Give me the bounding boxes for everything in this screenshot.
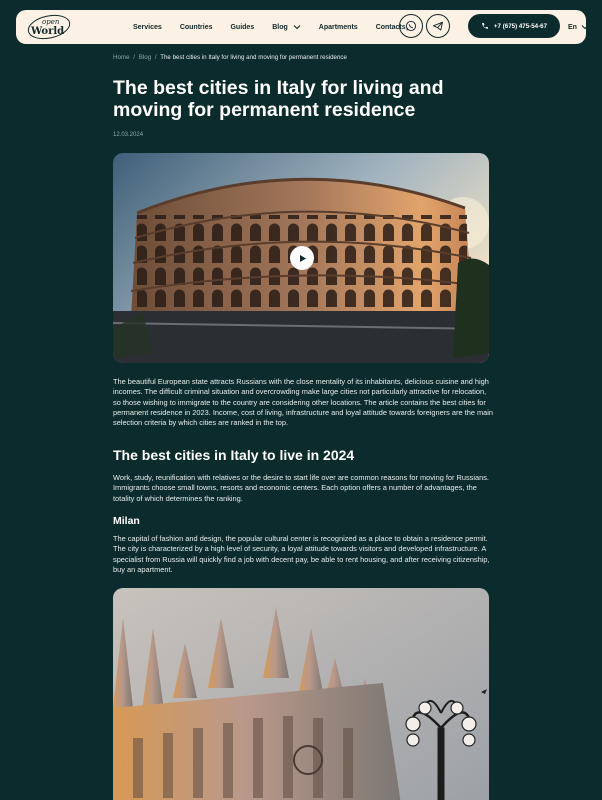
language-select[interactable] xyxy=(568,10,589,44)
chevron-down-icon xyxy=(581,23,589,31)
phone-button[interactable] xyxy=(468,14,560,38)
logo-bottom-text: World xyxy=(31,26,65,37)
article-date: 12.03.2024 xyxy=(113,132,144,138)
telegram-button[interactable] xyxy=(426,14,450,38)
page-title: The best cities in Italy for living and moving for permanent residence xyxy=(113,77,444,121)
phone-icon xyxy=(481,22,489,30)
nav-blog[interactable] xyxy=(272,23,301,31)
milan-image xyxy=(113,588,489,800)
whatsapp-icon xyxy=(405,20,417,32)
nav-services[interactable]: Services xyxy=(133,23,162,31)
site-logo[interactable] xyxy=(26,13,72,41)
breadcrumb-separator: / xyxy=(133,54,135,61)
telegram-icon xyxy=(432,20,444,32)
milan-text: The capital of fashion and design, the popular cultural center is recognized as a place to obtain a residence permit. The city is characterized by a high level of security, a loyal attitude towards visitors and developed infrastructure. A specialist from Russia will quickly find a job with decent pay, be able to rent housing, and after receiving citizenship, buy an apartment. xyxy=(113,534,490,574)
nav-blog-label: Blog xyxy=(272,23,288,31)
section-heading: The best cities in Italy to live in 2024 xyxy=(113,447,355,463)
article-intro: The beautiful European state attracts Russians with the close mentality of its inhabitants, delicious cuisine and high incomes. The difficult criminal situation and overcrowding make large cities not particularly attractive for relocation, so those wishing to immigrate to the country are considering other locations. The article contains the best cities for permanent residence in 2023. Income, cost of living, infrastructure and loyal attitude towards foreigners are the main selection criteria by which cities are ranked in the top. xyxy=(113,377,494,428)
main-nav xyxy=(133,10,424,44)
section-text: Work, study, reunification with relatives or the desire to start life over are common reasons for moving for Russians. Immigrants choose small towns, resorts and economic centers. Each option offers a number of advantages, the totality of which determines the ranking. xyxy=(113,473,489,503)
site-header xyxy=(16,10,586,44)
nav-countries[interactable]: Countries xyxy=(179,23,213,31)
milan-cathedral-image xyxy=(113,588,489,800)
phone-number: +7 (675) 475-54-67 xyxy=(493,22,548,30)
nav-apartments[interactable]: Apartments xyxy=(318,23,358,31)
hero-video[interactable] xyxy=(113,153,489,363)
language-label: En xyxy=(568,23,577,31)
breadcrumb xyxy=(113,54,347,61)
breadcrumb-blog[interactable]: Blog xyxy=(138,54,152,61)
play-icon xyxy=(298,254,307,263)
chevron-down-icon xyxy=(293,23,301,31)
breadcrumb-home[interactable]: Home xyxy=(113,54,130,61)
breadcrumb-separator: / xyxy=(154,54,157,61)
nav-contacts[interactable]: Contacts xyxy=(375,23,406,31)
nav-guides[interactable]: Guides xyxy=(230,23,255,31)
breadcrumb-current: The best cities in Italy for living and moving for permanent residence xyxy=(160,54,347,61)
logo-top-text: open xyxy=(42,18,60,26)
play-button[interactable] xyxy=(290,246,314,270)
whatsapp-button[interactable] xyxy=(399,14,423,38)
milan-heading: Milan xyxy=(113,515,140,527)
